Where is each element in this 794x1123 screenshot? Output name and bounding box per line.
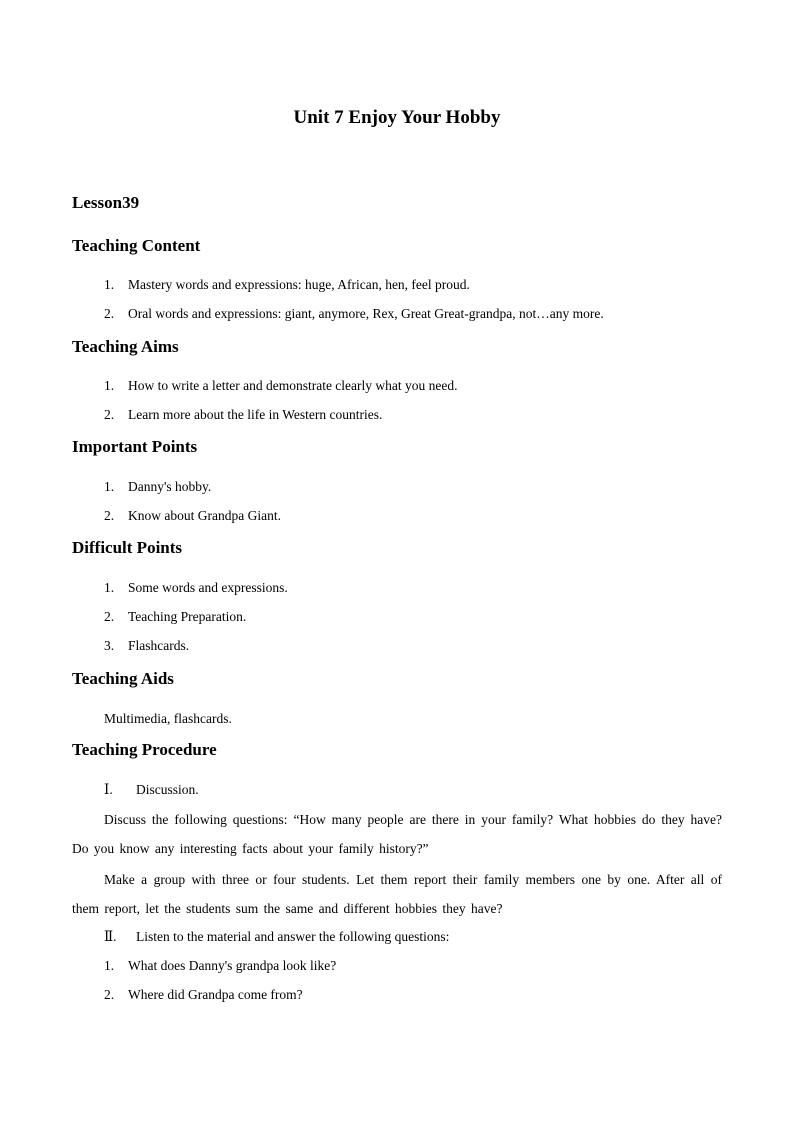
list-item-text: How to write a letter and demonstrate clearly what you need. bbox=[128, 378, 458, 393]
list-item bbox=[104, 579, 288, 597]
section-heading-teaching-content: Teaching Content bbox=[72, 236, 201, 255]
list-item bbox=[104, 957, 336, 975]
list-item bbox=[104, 377, 458, 395]
list-item-text: Know about Grandpa Giant. bbox=[128, 508, 281, 523]
list-number: 1. bbox=[104, 958, 115, 973]
section-heading-teaching-procedure: Teaching Procedure bbox=[72, 740, 217, 759]
list-item-text: Learn more about the life in Western countries. bbox=[128, 407, 383, 422]
step-number: Ⅰ. bbox=[104, 782, 113, 797]
list-number: 1. bbox=[104, 580, 115, 595]
step-text: Discussion. bbox=[136, 782, 199, 797]
list-item bbox=[104, 406, 382, 424]
procedure-step bbox=[104, 928, 449, 946]
list-item-text: Mastery words and expressions: huge, African, hen, feel proud. bbox=[128, 277, 470, 292]
procedure-paragraph: Make a group with three or four students. Let them report their family members one by one. After all of them report, let the students sum the same and different hobbies they have? bbox=[72, 872, 722, 916]
section-heading-teaching-aims: Teaching Aims bbox=[72, 337, 179, 356]
list-item-text: Flashcards. bbox=[128, 638, 190, 653]
procedure-paragraph: Discuss the following questions: “How many people are there in your family? What hobbies do they have? Do you know any interesting facts about your family history?” bbox=[72, 812, 722, 856]
list-number: 1. bbox=[104, 479, 115, 494]
list-item bbox=[104, 507, 281, 525]
page-title: Unit 7 Enjoy Your Hobby bbox=[293, 107, 501, 128]
lesson-label: Lesson39 bbox=[72, 193, 140, 212]
list-item-text: What does Danny's grandpa look like? bbox=[128, 958, 337, 973]
list-number: 1. bbox=[104, 378, 115, 393]
section-heading-difficult-points: Difficult Points bbox=[72, 538, 183, 557]
list-item bbox=[104, 637, 189, 655]
list-number: 3. bbox=[104, 638, 115, 653]
teaching-aids-text: Multimedia, flashcards. bbox=[104, 711, 232, 726]
section-heading-teaching-aids: Teaching Aids bbox=[72, 669, 174, 688]
list-number: 2. bbox=[104, 609, 115, 624]
list-item bbox=[104, 276, 470, 294]
list-item-text: Where did Grandpa come from? bbox=[128, 987, 303, 1002]
list-item-text: Some words and expressions. bbox=[128, 580, 288, 595]
list-item-text: Danny's hobby. bbox=[128, 479, 212, 494]
list-item bbox=[104, 305, 604, 323]
list-number: 1. bbox=[104, 277, 115, 292]
list-number: 2. bbox=[104, 508, 115, 523]
list-item-text: Teaching Preparation. bbox=[128, 609, 247, 624]
list-item bbox=[104, 608, 246, 626]
list-item bbox=[104, 986, 303, 1004]
list-number: 2. bbox=[104, 407, 115, 422]
step-number: Ⅱ. bbox=[104, 929, 117, 944]
step-text: Listen to the material and answer the following questions: bbox=[136, 929, 450, 944]
list-item bbox=[104, 478, 211, 496]
list-number: 2. bbox=[104, 987, 115, 1002]
procedure-step bbox=[104, 781, 199, 799]
section-heading-important-points: Important Points bbox=[72, 437, 198, 456]
list-item-text: Oral words and expressions: giant, anymore, Rex, Great Great-grandpa, not…any more. bbox=[128, 306, 604, 321]
list-number: 2. bbox=[104, 306, 115, 321]
